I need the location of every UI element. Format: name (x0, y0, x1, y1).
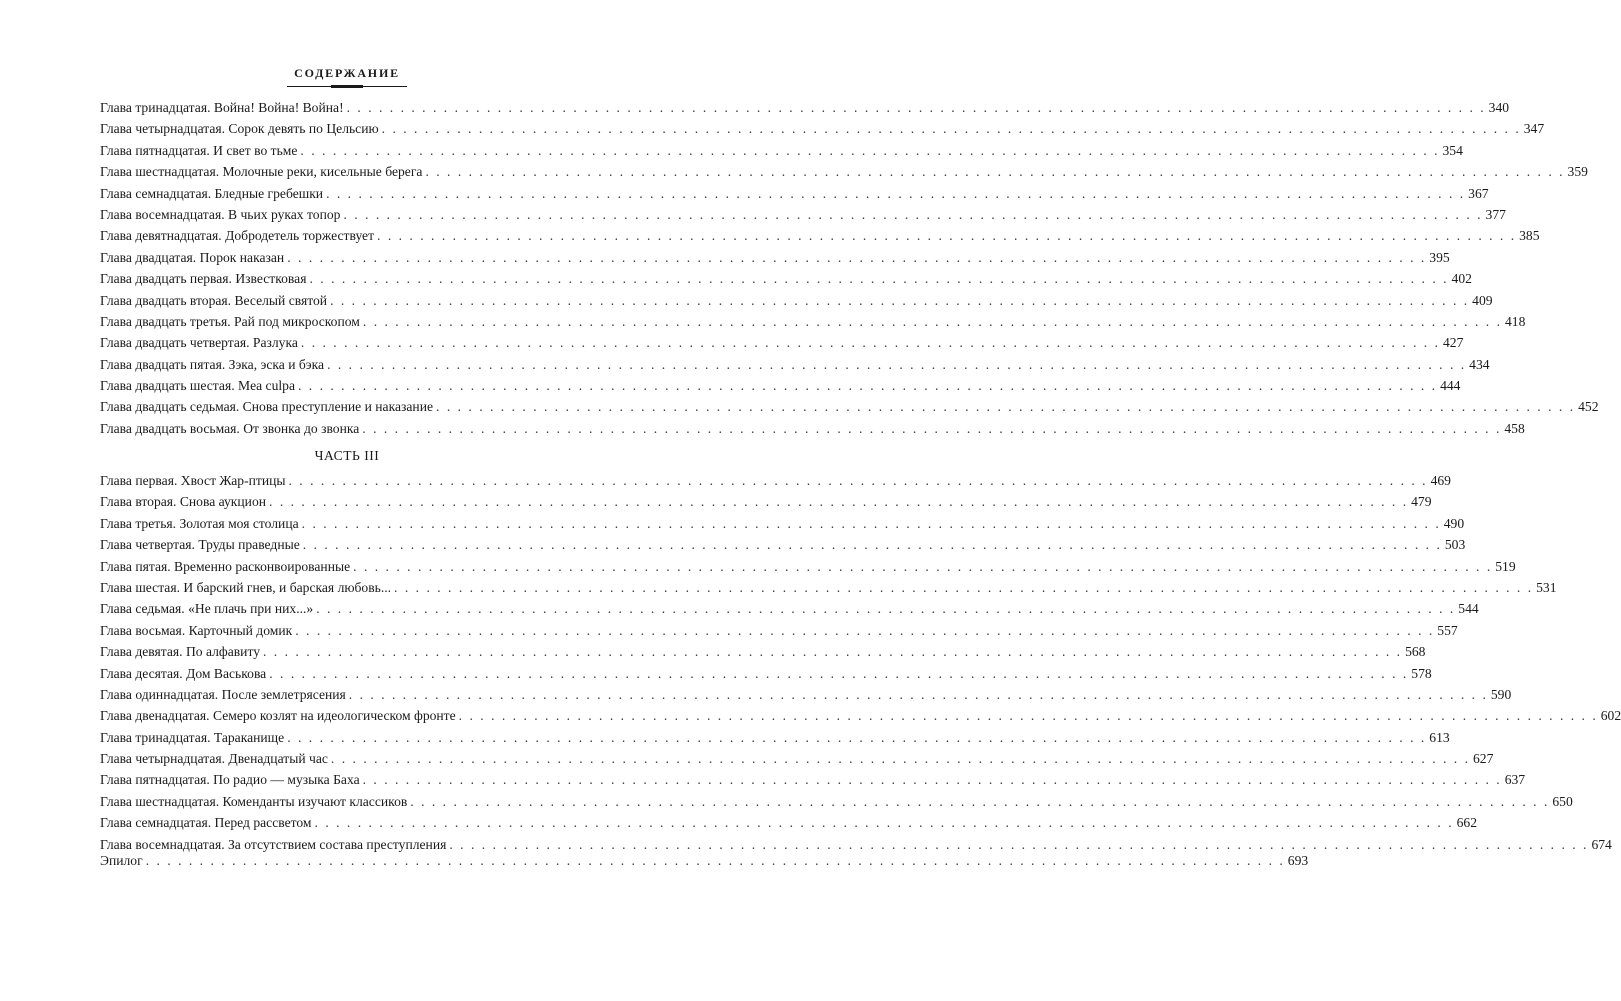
toc-leader-dots: . . . . . . . . . . . . . . . . . . . . . . . . . . . . . . . . . . . . . . . . . . . . . . . . . . . . . . . . . . . . . . . . . . . . . . . . . . . . . . . . . . . . . . . . . . . . . . . . . . . . . . . . . . (301, 515, 1441, 531)
toc-entry-page: 418 (1504, 313, 1526, 329)
toc-entry-page: 385 (1519, 228, 1540, 244)
toc-entry-page: 409 (1472, 292, 1493, 308)
toc-entry-page: 444 (1440, 378, 1461, 394)
toc-leader-dots: . . . . . . . . . . . . . . . . . . . . . . . . . . . . . . . . . . . . . . . . . . . . . . . . . . . . . . . . . . . . . . . . . . . . . . . . . . . . . . . . . . . . . . . . . . . . . . . . . . . . . . . . . . (263, 644, 1403, 660)
toc-entry-page: 662 (1456, 815, 1477, 831)
toc-entry-epilogue[interactable] (100, 850, 1309, 871)
toc-entry-page: 531 (1536, 579, 1557, 595)
toc-leader-dots: . . . . . . . . . . . . . . . . . . . . . . . . . . . . . . . . . . . . . . . . . . . . . . . . . . . . . . . . . . . . . . . . . . . . . . . . . . . . . . . . . . . . . . . . . . . . . . . . . . . . . . . . . . (295, 622, 1435, 638)
toc-entry-page: 503 (1444, 537, 1466, 553)
toc-leader-dots: . . . . . . . . . . . . . . . . . . . . . . . . . . . . . . . . . . . . . . . . . . . . . . . . . . . . . . . . . . . . . . . . . . . . . . . . . . . . . . . . . . . . . . . . . . . . . . . . . . . . . . . . . . (346, 100, 1486, 115)
toc-leader-dots: . . . . . . . . . . . . . . . . . . . . . . . . . . . . . . . . . . . . . . . . . . . . . . . . . . . . . . . . . . . . . . . . . . . . . . . . . . . . . . . . . . . . . . . . . . . . . . . . . . . . . . . . . . (309, 271, 1449, 287)
toc-entry-page: 458 (1504, 420, 1525, 436)
toc-entry[interactable] (100, 513, 1465, 534)
toc-leader-dots: . . . . . . . . . . . . . . . . . . . . . . . . . . . . . . . . . . . . . . . . . . . . . . . . . . . . . . . . . . . . . . . . . . . . . . . . . . . . . . . . . . . . . . . . . . . . . . . . . . . . . . . . . . (377, 228, 1517, 244)
toc-leader-dots: . . . . . . . . . . . . . . . . . . . . . . . . . . . . . . . . . . . . . . . . . . . . . . . . . . . . . . . . . . . . . . . . . . . . . . . . . . . . . . . . . . . . . . . . . . . . . . . . . . . . . . . . . . (362, 772, 1502, 788)
toc-leader-dots: . . . . . . . . . . . . . . . . . . . . . . . . . . . . . . . . . . . . . . . . . . . . . . . . . . . . . . . . . . . . . . . . . . . . . . . . . . . . . . . . . . . . . . . . . . . . . . . . . . . . . . . . . . (288, 473, 1428, 488)
toc-entry[interactable] (100, 598, 1479, 619)
toc-entry-page: 359 (1567, 164, 1588, 180)
toc-entry-page: 602 (1600, 708, 1621, 724)
toc-entry-page: 367 (1468, 185, 1489, 201)
toc-entry-title: Глава шестая. И барский гнев, и барская любовь... (100, 579, 392, 595)
toc-entry[interactable] (100, 534, 1466, 555)
toc-entry-page: 452 (1578, 399, 1599, 415)
toc-entry-title: Эпилог (100, 853, 143, 868)
toc-entry-page: 519 (1495, 558, 1516, 574)
toc-entry-title: Глава двадцать первая. Известковая (100, 271, 307, 287)
toc-leader-dots: . . . . . . . . . . . . . . . . . . . . . . . . . . . . . . . . . . . . . . . . . . . . . . . . . . . . . . . . . . . . . . . . . . . . . . . . . . . . . . . . . . . . . . . . . . . . . . . . . . . . . . . . . . (287, 249, 1427, 265)
toc-entry-title: Глава первая. Хвост Жар-птицы (100, 473, 286, 488)
toc-leader-dots: . . . . . . . . . . . . . . . . . . . . . . . . . . . . . . . . . . . . . . . . . . . . . . . . . . . . . . . . . . . . . . . . . . . . . . . . . . . . . . . . . . . . . . . . . . . . . . . . . . . . . . . . . . (145, 853, 1285, 868)
toc-entry-page: 627 (1473, 751, 1494, 767)
toc-entry[interactable] (100, 663, 1432, 684)
toc-entry-title: Глава десятая. Дом Васькова (100, 665, 267, 681)
toc-leader-dots: . . . . . . . . . . . . . . . . . . . . . . . . . . . . . . . . . . . . . . . . . . . . . . . . . . . . . . . . . . . . . . . . . . . . . . . . . . . . . . . . . . . . . . . . . . . . . . . . . . . . . . . . . . (458, 708, 1598, 724)
toc-entry[interactable] (100, 641, 1426, 662)
toc-entry-title: Глава двадцать седьмая. Снова преступление и наказание (100, 399, 434, 415)
toc-entry-page: 674 (1591, 836, 1612, 852)
toc-entry[interactable] (100, 812, 1477, 833)
toc-entry[interactable] (100, 418, 1525, 439)
toc-entry-title: Глава восемнадцатая. За отсутствием состава преступления (100, 836, 447, 852)
toc-entry[interactable] (100, 705, 1621, 726)
toc-entry-title: Глава шестнадцатая. Молочные реки, кисельные берега (100, 164, 423, 180)
toc-entry[interactable] (100, 491, 1432, 512)
toc-entry[interactable] (100, 311, 1526, 332)
toc-entry-title: Глава пятнадцатая. И свет во тьме (100, 142, 298, 158)
toc-entry[interactable] (100, 556, 1516, 577)
toc-leader-dots: . . . . . . . . . . . . . . . . . . . . . . . . . . . . . . . . . . . . . . . . . . . . . . . . . . . . . . . . . . . . . . . . . . . . . . . . . . . . . . . . . . . . . . . . . . . . . . . . . . . . . . . . . . (297, 378, 1438, 394)
toc-entry-page: 354 (1442, 142, 1463, 158)
toc-entry-title: Глава двадцать третья. Рай под микроскопом (100, 313, 360, 329)
toc-leader-dots: . . . . . . . . . . . . . . . . . . . . . . . . . . . . . . . . . . . . . . . . . . . . . . . . . . . . . . . . . . . . . . . . . . . . . . . . . . . . . . . . . . . . . . . . . . . . . . . . . . . . . . . . . . (362, 420, 1502, 436)
toc-entry[interactable] (100, 268, 1472, 289)
toc-entry-page: 340 (1488, 100, 1510, 115)
toc-entry-title: Глава третья. Золотая моя столица (100, 515, 299, 531)
toc-entry-page: 490 (1443, 515, 1465, 531)
toc-entry-title: Глава пятая. Временно расконвоированные (100, 558, 351, 574)
toc-entry-page: 377 (1485, 206, 1506, 222)
toc-entry-title: Глава семнадцатая. Бледные гребешки (100, 185, 324, 201)
toc-leader-dots: . . . . . . . . . . . . . . . . . . . . . . . . . . . . . . . . . . . . . . . . . . . . . . . . . . . . . . . . . . . . . . . . . . . . . . . . . . . . . . . . . . . . . . . . . . . . . . . . . . . . . . . . . . (300, 142, 1440, 158)
toc-entry[interactable] (100, 396, 1599, 417)
toc-leader-dots: . . . . . . . . . . . . . . . . . . . . . . . . . . . . . . . . . . . . . . . . . . . . . . . . . . . . . . . . . . . . . . . . . . . . . . . . . . . . . . . . . . . . . . . . . . . . . . . . . . . . . . . . . . (353, 558, 1493, 574)
toc-entry-title: Глава тринадцатая. Война! Война! Война! (100, 100, 344, 115)
toc-entry[interactable] (100, 748, 1494, 769)
toc-leader-dots: . . . . . . . . . . . . . . . . . . . . . . . . . . . . . . . . . . . . . . . . . . . . . . . . . . . . . . . . . . . . . . . . . . . . . . . . . . . . . . . . . . . . . . . . . . . . . . . . . . . . . . . . . . (381, 121, 1521, 137)
toc-entry[interactable] (100, 620, 1458, 641)
toc-entry-title: Глава девятая. По алфавиту (100, 644, 260, 660)
toc-leader-dots: . . . . . . . . . . . . . . . . . . . . . . . . . . . . . . . . . . . . . . . . . . . . . . . . . . . . . . . . . . . . . . . . . . . . . . . . . . . . . . . . . . . . . . . . . . . . . . . . . . . . . . . . . . (269, 494, 1409, 510)
toc-leader-dots: . . . . . . . . . . . . . . . . . . . . . . . . . . . . . . . . . . . . . . . . . . . . . . . . . . . . . . . . . . . . . . . . . . . . . . . . . . . . . . . . . . . . . . . . . . . . . . . . . . . . . . . . . . (269, 665, 1409, 681)
toc-epilogue (100, 850, 1309, 871)
toc-entry[interactable] (100, 97, 1510, 118)
toc-entry-title: Глава четырнадцатая. Сорок девять по Цельсию (100, 121, 379, 137)
toc-entry[interactable] (100, 140, 1463, 161)
toc-entry-title: Глава седьмая. «Не плачь при них...» (100, 601, 314, 617)
toc-leader-dots: . . . . . . . . . . . . . . . . . . . . . . . . . . . . . . . . . . . . . . . . . . . . . . . . . . . . . . . . . . . . . . . . . . . . . . . . . . . . . . . . . . . . . . . . . . . . . . . . . . . . . . . . . . (300, 335, 1440, 351)
page-title: СОДЕРЖАНИЕ (294, 66, 400, 80)
toc-leader-dots: . . . . . . . . . . . . . . . . . . . . . . . . . . . . . . . . . . . . . . . . . . . . . . . . . . . . . . . . . . . . . . . . . . . . . . . . . . . . . . . . . . . . . . . . . . . . . . . . . . . . . . . . . . (436, 399, 1576, 415)
toc-leader-dots: . . . . . . . . . . . . . . . . . . . . . . . . . . . . . . . . . . . . . . . . . . . . . . . . . . . . . . . . . . . . . . . . . . . . . . . . . . . . . . . . . . . . . . . . . . . . . . . . . . . . . . . . . . (327, 356, 1467, 372)
toc-entry-title: Глава одиннадцатая. После землетрясения (100, 686, 346, 702)
toc-entry-page: 469 (1430, 473, 1451, 488)
toc-entry-title: Глава двадцать восьмая. От звонка до звонка (100, 420, 360, 436)
toc-entry[interactable] (100, 204, 1506, 225)
toc-entry-title: Глава вторая. Снова аукцион (100, 494, 267, 510)
toc-entry-page: 578 (1411, 665, 1432, 681)
toc-entry-title: Глава тринадцатая. Тараканище (100, 729, 285, 745)
toc-entry-title: Глава четвертая. Труды праведные (100, 537, 300, 553)
toc-entry-title: Глава двенадцатая. Семеро козлят на идеологическом фронте (100, 708, 456, 724)
toc-entry-title: Глава пятнадцатая. По радио — музыка Баха (100, 772, 360, 788)
toc-entry-title: Глава двадцать вторая. Веселый святой (100, 292, 328, 308)
toc-entry-page: 613 (1429, 729, 1450, 745)
toc-entry-page: 650 (1552, 793, 1573, 809)
toc-entry-title: Глава четырнадцатая. Двенадцатый час (100, 751, 328, 767)
toc-entry-title: Глава двадцать пятая. Зэка, эска и бэка (100, 356, 325, 372)
toc-leader-dots: . . . . . . . . . . . . . . . . . . . . . . . . . . . . . . . . . . . . . . . . . . . . . . . . . . . . . . . . . . . . . . . . . . . . . . . . . . . . . . . . . . . . . . . . . . . . . . . . . . . . . . . . . . (326, 185, 1466, 201)
toc-entry-page: 434 (1469, 356, 1490, 372)
toc-entry-page: 479 (1411, 494, 1432, 510)
toc-leader-dots: . . . . . . . . . . . . . . . . . . . . . . . . . . . . . . . . . . . . . . . . . . . . . . . . . . . . . . . . . . . . . . . . . . . . . . . . . . . . . . . . . . . . . . . . . . . . . . . . . . . . . . . . . . (287, 729, 1427, 745)
toc-entry-page: 693 (1287, 853, 1309, 868)
toc-leader-dots: . . . . . . . . . . . . . . . . . . . . . . . . . . . . . . . . . . . . . . . . . . . . . . . . . . . . . . . . . . . . . . . . . . . . . . . . . . . . . . . . . . . . . . . . . . . . . . . . . . . . . . . . . . (425, 164, 1565, 180)
toc-entry[interactable] (100, 332, 1464, 353)
toc-entry-page: 557 (1437, 622, 1458, 638)
toc-leader-dots: . . . . . . . . . . . . . . . . . . . . . . . . . . . . . . . . . . . . . . . . . . . . . . . . . . . . . . . . . . . . . . . . . . . . . . . . . . . . . . . . . . . . . . . . . . . . . . . . . . . . . . . . . . (302, 537, 1442, 553)
toc-entry-page: 347 (1523, 121, 1545, 137)
toc-entry-page: 568 (1405, 644, 1426, 660)
part3-heading: ЧАСТЬ III (314, 448, 380, 463)
toc-entry-page: 395 (1429, 249, 1450, 265)
toc-entry-title: Глава шестнадцатая. Коменданты изучают классиков (100, 793, 408, 809)
toc-entry[interactable] (100, 577, 1557, 598)
toc-entry-title: Глава двадцать четвертая. Разлука (100, 335, 298, 351)
toc-entry-page: 402 (1451, 271, 1472, 287)
toc-entry-title: Глава девятнадцатая. Добродетель торжествует (100, 228, 375, 244)
toc-leader-dots: . . . . . . . . . . . . . . . . . . . . . . . . . . . . . . . . . . . . . . . . . . . . . . . . . . . . . . . . . . . . . . . . . . . . . . . . . . . . . . . . . . . . . . . . . . . . . . . . . . . . . . . . . . (314, 815, 1454, 831)
toc-part3-list (100, 470, 1621, 855)
toc-entry-page: 637 (1504, 772, 1526, 788)
toc-entry-title: Глава восемнадцатая. В чьих руках топор (100, 206, 341, 222)
toc-entry-page: 544 (1458, 601, 1479, 617)
toc-entry-title: Глава восьмая. Карточный домик (100, 622, 293, 638)
toc-entry[interactable] (100, 183, 1489, 204)
toc-entry[interactable] (100, 118, 1545, 139)
toc-entry[interactable] (100, 727, 1450, 748)
toc-leader-dots: . . . . . . . . . . . . . . . . . . . . . . . . . . . . . . . . . . . . . . . . . . . . . . . . . . . . . . . . . . . . . . . . . . . . . . . . . . . . . . . . . . . . . . . . . . . . . . . . . . . . . . . . . . (316, 601, 1456, 617)
title-underline-accent (331, 85, 363, 88)
toc-entry-page: 427 (1442, 335, 1464, 351)
toc-leader-dots: . . . . . . . . . . . . . . . . . . . . . . . . . . . . . . . . . . . . . . . . . . . . . . . . . . . . . . . . . . . . . . . . . . . . . . . . . . . . . . . . . . . . . . . . . . . . . . . . . . . . . . . . . . (410, 793, 1550, 809)
toc-leader-dots: . . . . . . . . . . . . . . . . . . . . . . . . . . . . . . . . . . . . . . . . . . . . . . . . . . . . . . . . . . . . . . . . . . . . . . . . . . . . . . . . . . . . . . . . . . . . . . . . . . . . . . . . . . (348, 686, 1488, 702)
toc-header (100, 66, 594, 81)
toc-entry[interactable] (100, 470, 1451, 491)
toc-entry[interactable] (100, 247, 1450, 268)
toc-leader-dots: . . . . . . . . . . . . . . . . . . . . . . . . . . . . . . . . . . . . . . . . . . . . . . . . . . . . . . . . . . . . . . . . . . . . . . . . . . . . . . . . . . . . . . . . . . . . . . . . . . . . . . . . . . (449, 836, 1589, 852)
toc-entry[interactable] (100, 375, 1461, 396)
toc-entry[interactable] (100, 354, 1490, 375)
toc-entry-title: Глава семнадцатая. Перед рассветом (100, 815, 312, 831)
toc-entry[interactable] (100, 684, 1512, 705)
toc-entry[interactable] (100, 769, 1526, 790)
toc-leader-dots: . . . . . . . . . . . . . . . . . . . . . . . . . . . . . . . . . . . . . . . . . . . . . . . . . . . . . . . . . . . . . . . . . . . . . . . . . . . . . . . . . . . . . . . . . . . . . . . . . . . . . . . . . . (343, 206, 1483, 222)
toc-leader-dots: . . . . . . . . . . . . . . . . . . . . . . . . . . . . . . . . . . . . . . . . . . . . . . . . . . . . . . . . . . . . . . . . . . . . . . . . . . . . . . . . . . . . . . . . . . . . . . . . . . . . . . . . . . (394, 579, 1534, 595)
toc-entry-title: Глава двадцать шестая. Mea culpa (100, 378, 295, 394)
toc-entry-title: Глава двадцатая. Порок наказан (100, 249, 285, 265)
toc-entry-page: 590 (1490, 686, 1512, 702)
toc-part2-list (100, 97, 1599, 439)
toc-entry[interactable] (100, 225, 1540, 246)
toc-entry[interactable] (100, 161, 1588, 182)
toc-leader-dots: . . . . . . . . . . . . . . . . . . . . . . . . . . . . . . . . . . . . . . . . . . . . . . . . . . . . . . . . . . . . . . . . . . . . . . . . . . . . . . . . . . . . . . . . . . . . . . . . . . . . . . . . . . (330, 292, 1470, 308)
toc-entry[interactable] (100, 791, 1573, 812)
toc-leader-dots: . . . . . . . . . . . . . . . . . . . . . . . . . . . . . . . . . . . . . . . . . . . . . . . . . . . . . . . . . . . . . . . . . . . . . . . . . . . . . . . . . . . . . . . . . . . . . . . . . . . . . . . . . . (362, 313, 1502, 329)
toc-entry[interactable] (100, 290, 1493, 311)
toc-leader-dots: . . . . . . . . . . . . . . . . . . . . . . . . . . . . . . . . . . . . . . . . . . . . . . . . . . . . . . . . . . . . . . . . . . . . . . . . . . . . . . . . . . . . . . . . . . . . . . . . . . . . . . . . . . (330, 751, 1470, 767)
